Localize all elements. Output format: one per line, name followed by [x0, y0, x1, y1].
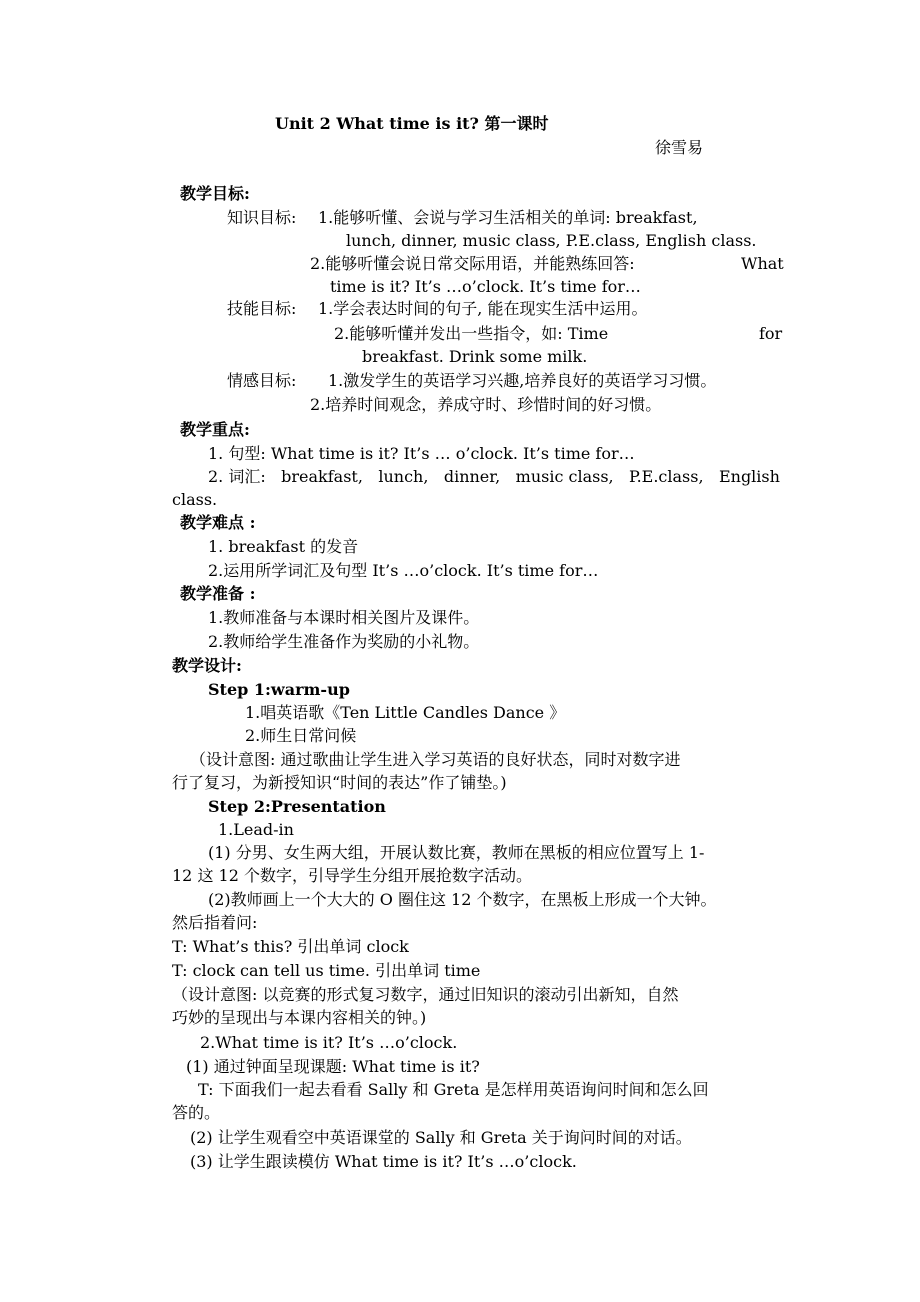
lead-in-2b: 然后指着问: [172, 913, 258, 932]
lead-in-1b: 12 这 12 个数字，引导学生分组开展抢数字活动。 [172, 866, 532, 885]
presentation-item-4: (3) 让学生跟读模仿 What time is it? It’s …o’clock. [190, 1152, 577, 1171]
author-name: 徐雪易 [655, 138, 704, 157]
key-point-2 [208, 467, 780, 487]
teacher-line-1: T: What’s this? 引出单词 clock [172, 937, 409, 956]
preparation-2: 2.教师给学生准备作为奖励的小礼物。 [208, 632, 480, 651]
lead-in-heading: 1.Lead-in [218, 820, 294, 839]
step-1-item-2: 2.师生日常问候 [245, 726, 357, 745]
skill-item-2b: breakfast. Drink some milk. [362, 347, 588, 366]
step-2-heading: Step 2:Presentation [208, 797, 386, 816]
knowledge-item-2b: time is it? It’s …o’clock. It’s time for… [330, 277, 641, 296]
key-point-2-word: breakfast, [281, 467, 363, 486]
design-note-1b: 行了复习，为新授知识“时间的表达”作了铺垫。) [172, 773, 507, 792]
key-point-2-word: English [718, 467, 780, 486]
key-point-2-word: P.E.class, [629, 467, 704, 486]
key-point-2-word: 2. 词汇: [208, 467, 266, 486]
preparation-heading: 教学准备 : [180, 584, 256, 603]
key-point-2-cont: class. [172, 490, 218, 509]
key-point-1: 1. 句型: What time is it? It’s … o’clock. It’s time for… [208, 444, 635, 463]
skill-item-2a-end: for [759, 324, 783, 343]
knowledge-item-1a: 1.能够听懂、会说与学习生活相关的单词: breakfast, [318, 208, 698, 227]
presentation-item-2a: T: 下面我们一起去看看 Sally 和 Greta 是怎样用英语询问时间和怎么回 [198, 1080, 709, 1099]
key-point-2-word: dinner, [443, 467, 501, 486]
emotion-item-2: 2.培养时间观念，养成守时、珍惜时间的好习惯。 [310, 395, 662, 414]
knowledge-item-1b: lunch, dinner, music class, P.E.class, English class. [346, 231, 757, 250]
emotion-label: 情感目标: [227, 371, 297, 390]
design-note-2b: 巧妙的呈现出与本课内容相关的钟。) [172, 1008, 427, 1027]
key-point-2-word: music class, [515, 467, 614, 486]
skill-label: 技能目标: [227, 299, 297, 318]
emotion-item-1: 1.激发学生的英语学习兴趣,培养良好的英语学习习惯。 [328, 371, 717, 390]
presentation-item-3: (2) 让学生观看空中英语课堂的 Sally 和 Greta 关于询问时间的对话。 [190, 1128, 692, 1147]
step-1-item-1: 1.唱英语歌《Ten Little Candles Dance 》 [245, 703, 566, 722]
difficulties-heading: 教学难点 : [180, 513, 256, 532]
lead-in-1a: (1) 分男、女生两大组，开展认数比赛，教师在黑板的相应位置写上 1- [208, 843, 705, 862]
presentation-item-2b: 答的。 [172, 1103, 221, 1122]
design-note-1a: （设计意图: 通过歌曲让学生进入学习英语的良好状态，同时对数字进 [190, 750, 681, 769]
difficulty-1: 1. breakfast 的发音 [208, 537, 359, 556]
lesson-title: Unit 2 What time is it? 第一课时 [275, 114, 549, 133]
skill-item-1: 1.学会表达时间的句子, 能在现实生活中运用。 [318, 299, 648, 318]
knowledge-item-2a: 2.能够听懂会说日常交际用语，并能熟练回答: [310, 254, 635, 273]
key-point-2-word: lunch, [378, 467, 429, 486]
lead-in-2a: (2)教师画上一个大大的 O 圈住这 12 个数字，在黑板上形成一个大钟。 [208, 890, 717, 909]
objectives-heading: 教学目标: [180, 184, 250, 203]
presentation-item-1: (1) 通过钟面呈现课题: What time is it? [186, 1057, 480, 1076]
preparation-1: 1.教师准备与本课时相关图片及课件。 [208, 608, 480, 627]
knowledge-item-2a-end: What [741, 254, 784, 273]
step-1-heading: Step 1:warm-up [208, 680, 350, 699]
teacher-line-2: T: clock can tell us time. 引出单词 time [172, 961, 481, 980]
design-note-2a: （设计意图: 以竞赛的形式复习数字，通过旧知识的滚动引出新知，自然 [172, 985, 679, 1004]
skill-item-2a: 2.能够听懂并发出一些指令，如: Time [334, 324, 609, 343]
knowledge-label: 知识目标: [227, 208, 297, 227]
difficulty-2: 2.运用所学词汇及句型 It’s …o’clock. It’s time for… [208, 561, 599, 580]
design-heading: 教学设计: [172, 656, 242, 675]
key-points-heading: 教学重点: [180, 420, 250, 439]
section-2-heading: 2.What time is it? It’s …o’clock. [200, 1033, 458, 1052]
